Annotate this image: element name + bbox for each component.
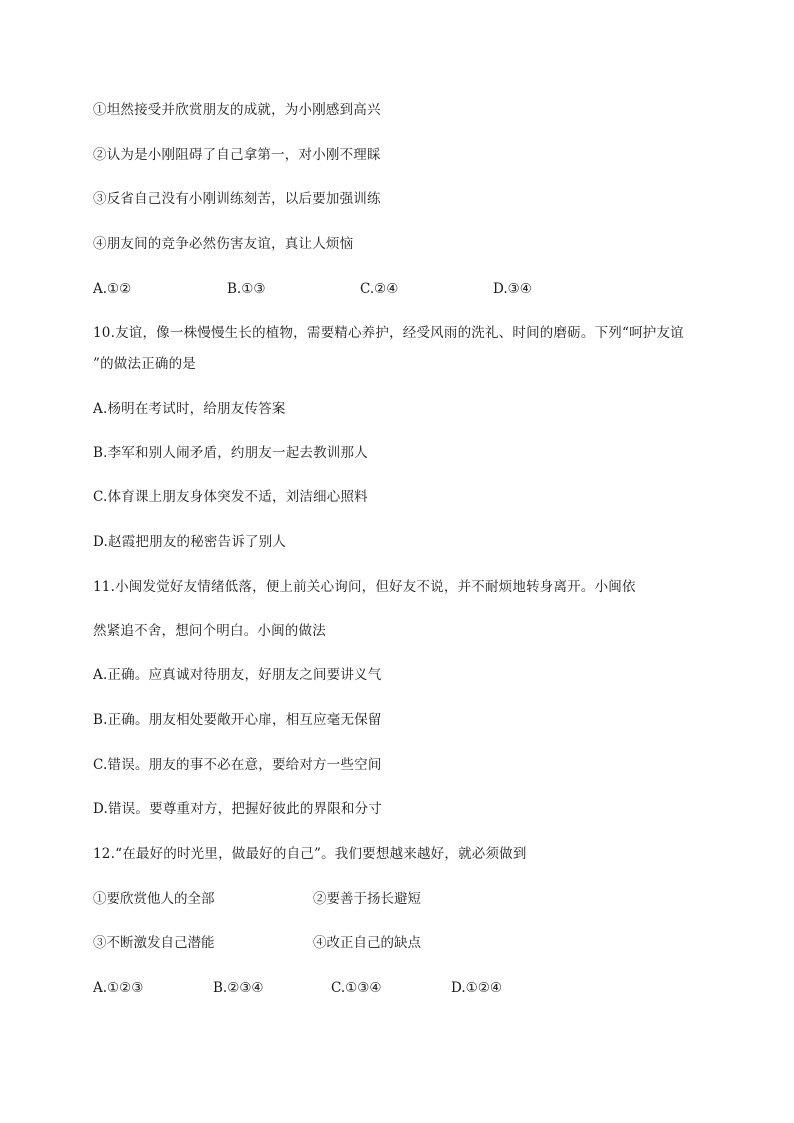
q9-option-b: B.①③ <box>227 281 266 297</box>
q11-stem-line-1: 11.小闽发觉好友情绪低落，便上前关心询问，但好友不说，并不耐烦地转身离开。小闽依 <box>93 579 636 595</box>
q9-item-3: ③反省自己没有小刚训练刻苦，以后要加强训练 <box>93 191 381 207</box>
q12-item-4: ④改正自己的缺点 <box>313 935 421 951</box>
q12-option-c: C.①③④ <box>331 980 382 996</box>
q9-option-a: A.①② <box>93 281 132 297</box>
q10-choice-d: D.赵霞把朋友的秘密告诉了别人 <box>93 534 287 550</box>
q12-item-2: ②要善于扬长避短 <box>313 891 421 907</box>
q10-choice-b: B.李军和别人闹矛盾，约朋友一起去教训那人 <box>93 445 368 461</box>
q9-item-2: ②认为是小刚阻碍了自己拿第一，对小刚不理睬 <box>93 147 381 163</box>
q12-item-3: ③不断激发自己潜能 <box>93 935 215 951</box>
q11-choice-b: B.正确。朋友相处要敞开心扉，相互应毫无保留 <box>93 712 382 728</box>
q12-item-1: ①要欣赏他人的全部 <box>93 891 215 907</box>
q10-stem-line-2: ”的做法正确的是 <box>93 356 197 372</box>
q10-stem-line-1: 10.友谊，像一株慢慢生长的植物，需要精心养护，经受风雨的洗礼、时间的磨砺。下列“呵护友谊 <box>93 325 684 341</box>
q12-option-b: B.②③④ <box>213 980 264 996</box>
q11-choice-a: A.正确。应真诚对待朋友，好朋友之间要讲义气 <box>93 667 382 683</box>
q11-choice-d: D.错误。要尊重对方，把握好彼此的界限和分寸 <box>93 801 383 817</box>
q9-item-4: ④朋友间的竞争必然伤害友谊，真让人烦恼 <box>93 236 354 252</box>
q10-choice-c: C.体育课上朋友身体突发不适，刘洁细心照料 <box>93 489 368 505</box>
q12-option-d: D.①②④ <box>451 980 502 996</box>
q11-choice-c: C.错误。朋友的事不必在意，要给对方一些空间 <box>93 757 382 773</box>
q10-choice-a: A.杨明在考试时，给朋友传答案 <box>93 401 286 417</box>
q9-item-1: ①坦然接受并欣赏朋友的成就，为小刚感到高兴 <box>93 102 381 118</box>
q12-stem: 12.“在最好的时光里，做最好的自己”。我们要想越来越好，就必须做到 <box>93 846 527 862</box>
q9-option-d: D.③④ <box>493 281 532 297</box>
q11-stem-line-2: 然紧追不舍，想问个明白。小闽的做法 <box>93 623 326 639</box>
q9-option-c: C.②④ <box>360 281 399 297</box>
q12-option-a: A.①②③ <box>93 980 144 996</box>
